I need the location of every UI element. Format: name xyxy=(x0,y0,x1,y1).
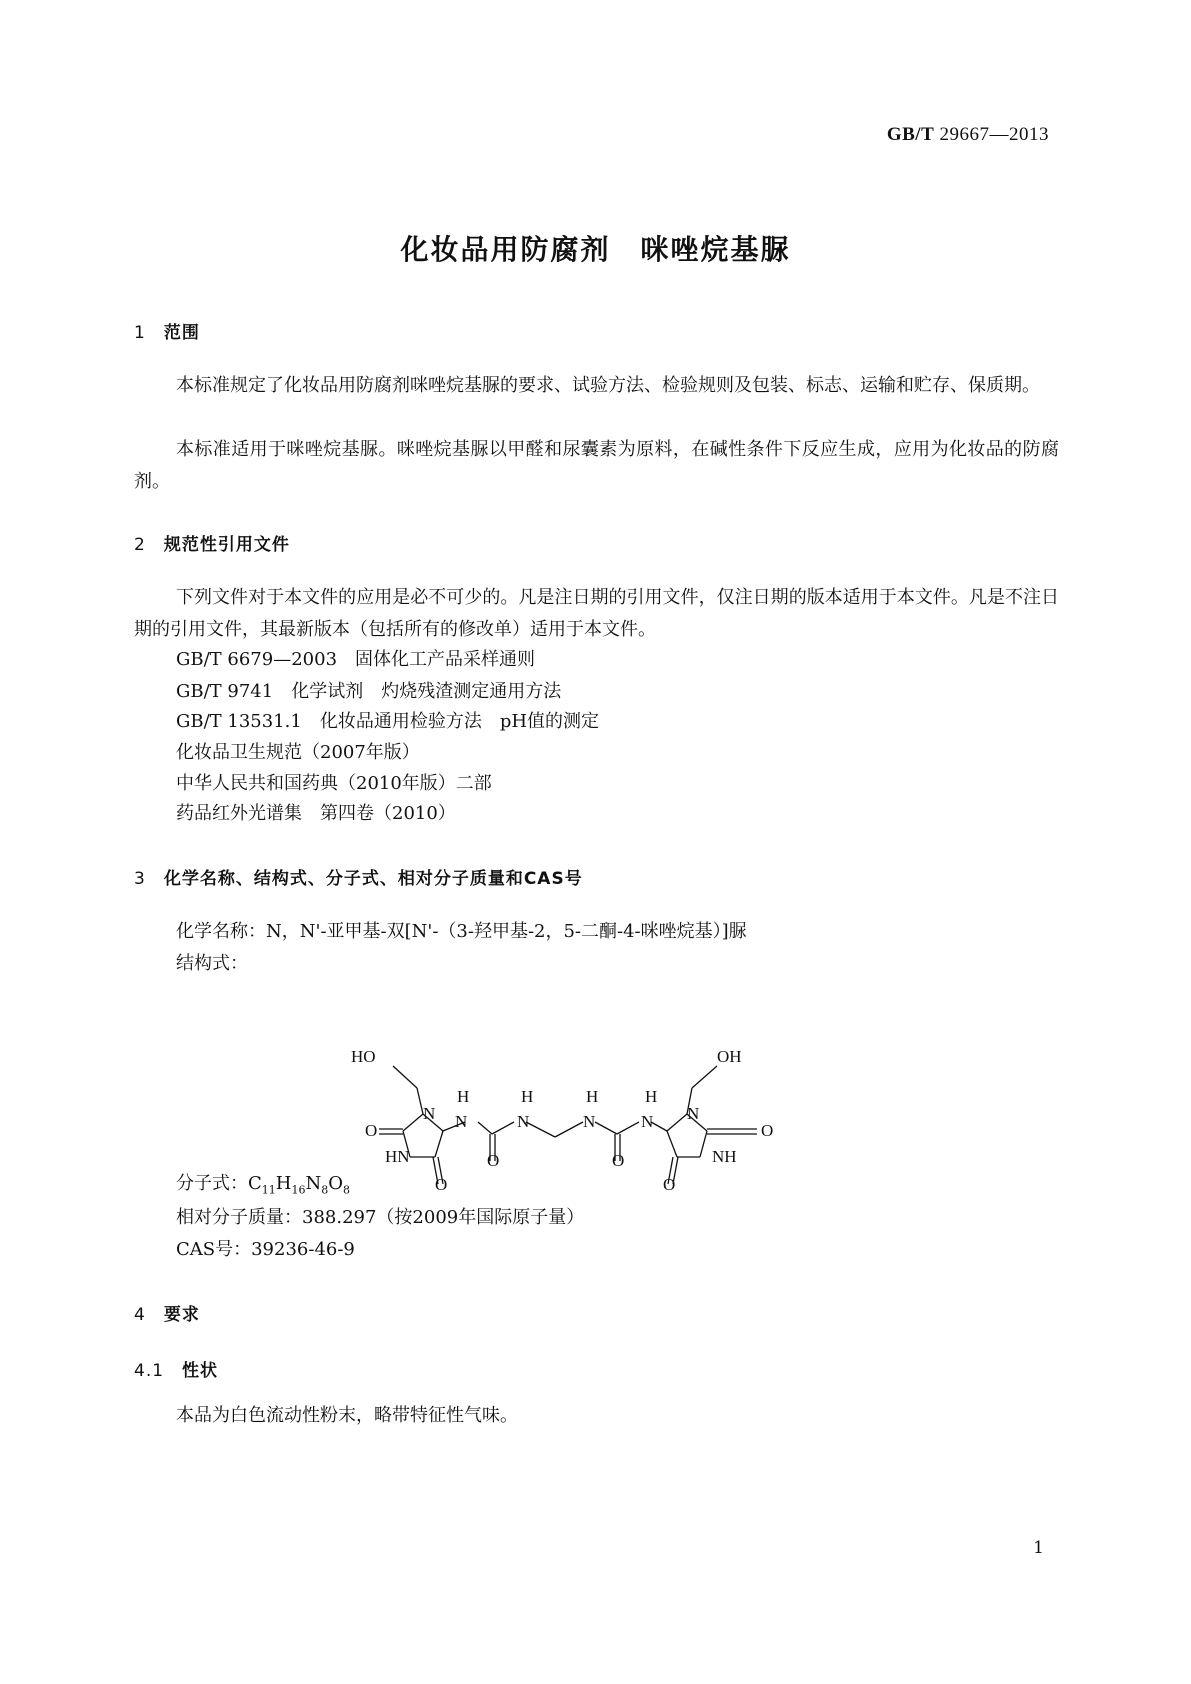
atom-label: N xyxy=(641,1112,654,1131)
section-number: 3 xyxy=(134,869,146,889)
atom-label: H xyxy=(586,1087,599,1106)
atom-label: N xyxy=(687,1104,700,1123)
section-heading-requirements xyxy=(134,1300,200,1325)
page-number: 1 xyxy=(1033,1538,1044,1558)
document-title: 化妆品用防腐剂 咪唑烷基脲 xyxy=(400,233,791,266)
atom-label: O xyxy=(487,1151,500,1170)
atom-label: O xyxy=(663,1175,676,1194)
reference-item: 中华人民共和国药典（2010年版）二部 xyxy=(176,773,492,794)
atom-label: N xyxy=(517,1112,530,1131)
section-number: 1 xyxy=(134,323,146,343)
structure-label: 结构式： xyxy=(176,953,248,974)
reference-item: 化妆品卫生规范（2007年版） xyxy=(176,742,420,763)
atom-label: O xyxy=(365,1121,378,1140)
reference-item: 药品红外光谱集 第四卷（2010） xyxy=(176,803,456,824)
section-title: 范围 xyxy=(163,323,200,343)
scope-paragraph-1: 本标准规定了化妆品用防腐剂咪唑烷基脲的要求、试验方法、检验规则及包装、标志、运输和贮存、保质期。 xyxy=(176,375,1040,396)
section-number: 4.1 xyxy=(134,1361,165,1381)
atom-label: N xyxy=(455,1112,468,1131)
formula-label: 分子式： xyxy=(176,1173,248,1194)
section-heading-properties xyxy=(134,1356,218,1381)
atom-label: H xyxy=(645,1087,658,1106)
reference-item: GB/T 13531.1 化妆品通用检验方法 pH值的测定 xyxy=(176,711,600,732)
section-title: 性状 xyxy=(182,1361,219,1381)
standard-code: GB/T xyxy=(886,124,935,145)
section-number: 4 xyxy=(134,1305,146,1325)
reference-item: GB/T 9741 化学试剂 灼烧残渣测定通用方法 xyxy=(176,681,562,702)
properties-text: 本品为白色流动性粉末，略带特征性气味。 xyxy=(176,1405,518,1426)
scope-paragraph-2: 本标准适用于咪唑烷基脲。咪唑烷基脲以甲醛和尿囊素为原料，在碱性条件下反应生成，应用为化妆品的防腐剂。 xyxy=(134,439,1059,492)
atom-label: H xyxy=(521,1087,534,1106)
molecular-mass: 相对分子质量：388.297（按2009年国际原子量） xyxy=(176,1207,585,1228)
section-title: 要求 xyxy=(163,1305,200,1325)
reference-item: GB/T 6679—2003 固体化工产品采样通则 xyxy=(176,649,536,670)
atom-label: O xyxy=(761,1121,774,1140)
standard-number xyxy=(887,124,1049,146)
atom-label: O xyxy=(435,1175,448,1194)
section-heading-references xyxy=(134,530,290,555)
section-heading-scope xyxy=(134,318,200,343)
section-number: 2 xyxy=(134,535,146,555)
molecular-formula: 分子式：$C_{11}H_{16}N_8O_8$ xyxy=(176,1173,350,1197)
section-title: 规范性引用文件 xyxy=(163,535,290,555)
cas-number: CAS号：39236-46-9 xyxy=(176,1239,355,1260)
section-heading-chemistry xyxy=(134,864,583,889)
standard-year: 29667—2013 xyxy=(939,124,1049,145)
atom-label: NH xyxy=(712,1147,737,1166)
atom-label: O xyxy=(612,1151,625,1170)
atom-label: N xyxy=(583,1112,596,1131)
chemical-name xyxy=(176,916,747,948)
atom-label: N xyxy=(423,1104,436,1123)
section-title: 化学名称、结构式、分子式、相对分子质量和CAS号 xyxy=(163,869,583,889)
chemical-name-value: N，N'-亚甲基-双[N'-（3-羟甲基-2，5-二酮-4-咪唑烷基）]脲 xyxy=(266,921,747,942)
chemical-name-label: 化学名称： xyxy=(176,921,266,942)
atom-label: OH xyxy=(717,1047,742,1066)
atom-label: HN xyxy=(385,1147,410,1166)
atom-label: H xyxy=(457,1087,470,1106)
references-intro: 下列文件对于本文件的应用是必不可少的。凡是注日期的引用文件，仅注日期的版本适用于本文件。凡是不注日期的引用文件，其最新版本（包括所有的修改单）适用于本文件。 xyxy=(134,587,1059,640)
atom-label: HO xyxy=(351,1047,376,1066)
